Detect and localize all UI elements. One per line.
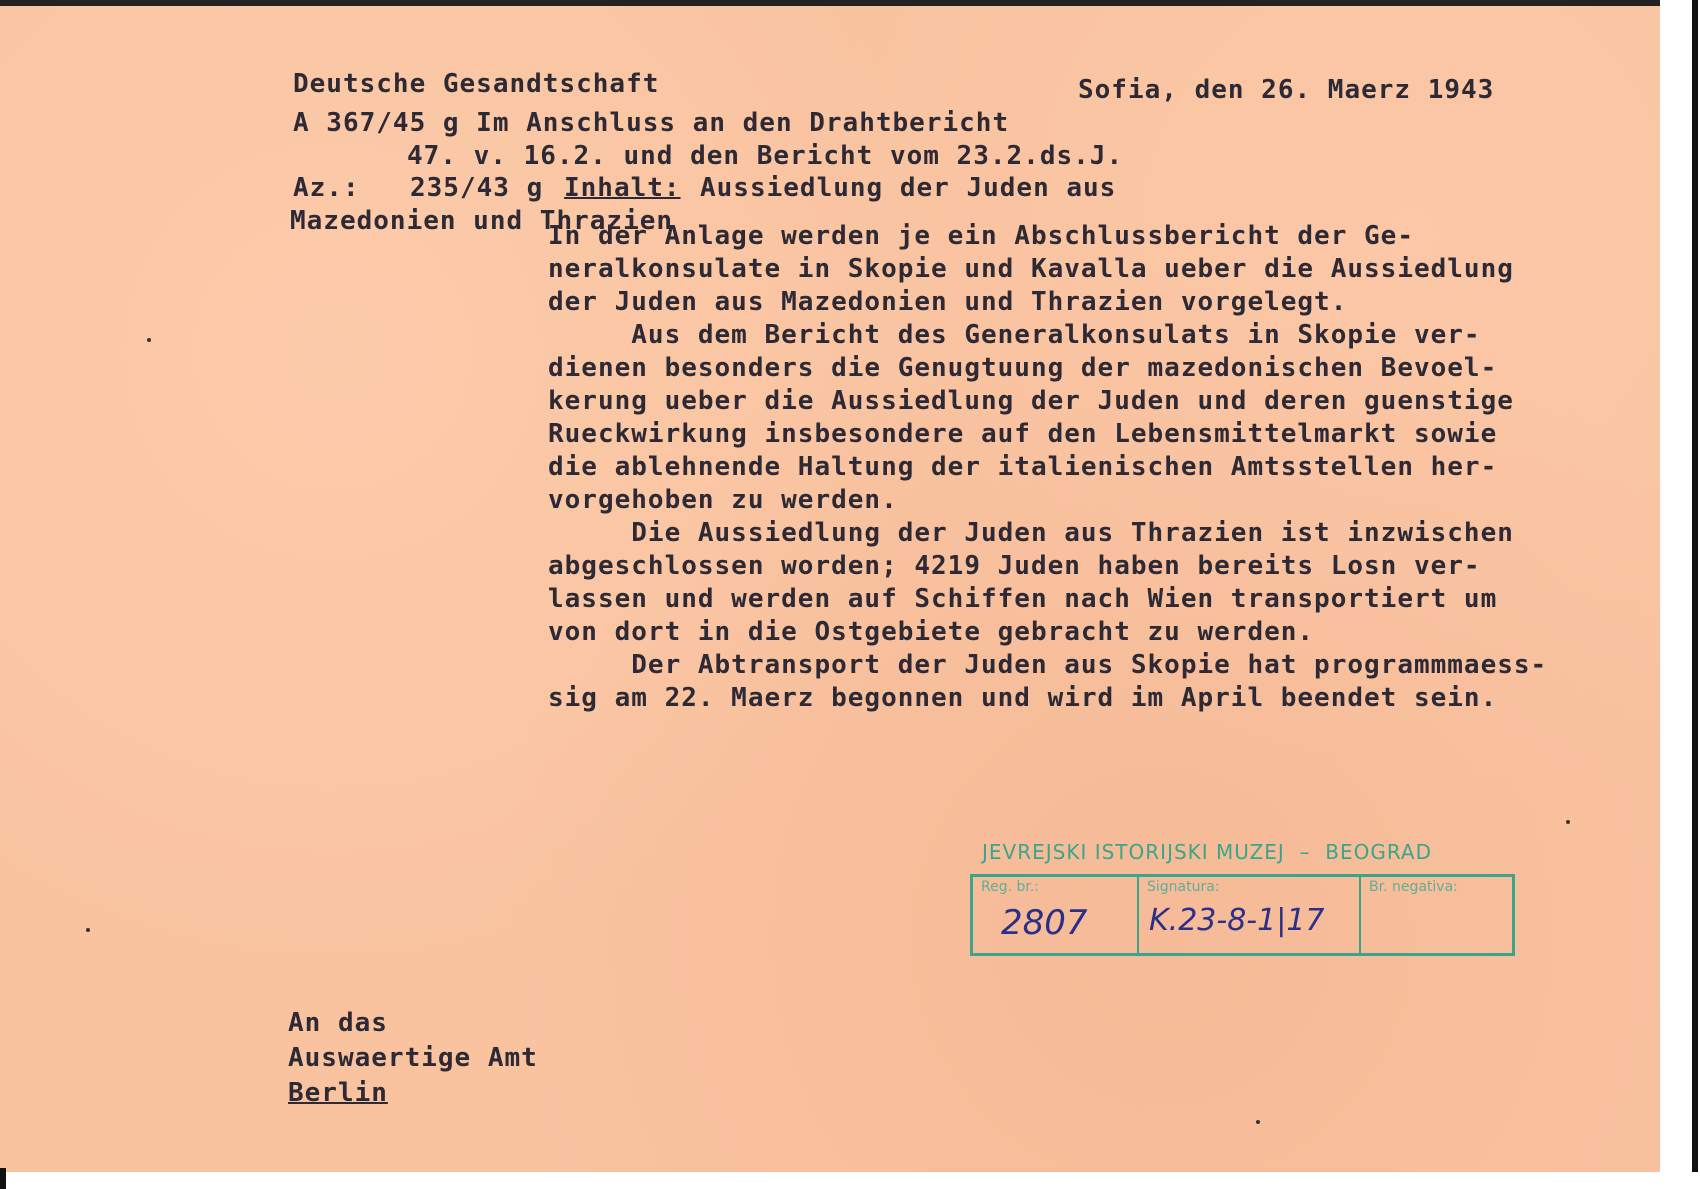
body-line: abgeschlossen worden; 4219 Juden haben bereits Losn ver- (548, 551, 1481, 581)
paper-speck (147, 338, 151, 342)
body-line: vorgehoben zu werden. (548, 485, 898, 515)
paper-speck (1566, 820, 1570, 824)
scan-bottom-margin (0, 1172, 1700, 1189)
body-line: die ablehnende Haltung der italienischen Amtsstellen her- (548, 452, 1498, 482)
stamp-signature-value: K.23-8-1|17 (1149, 903, 1325, 938)
reference-line-2: 47. v. 16.2. und den Bericht vom 23.2.ds.J. (407, 141, 1124, 171)
stamp-signature-label: Signatura: (1147, 879, 1220, 895)
inhalt-text: Aussiedlung der Juden aus (700, 173, 1117, 203)
body-line: kerung ueber die Aussiedlung der Juden und deren guenstige (548, 386, 1514, 416)
paper-speck (86, 928, 90, 932)
stamp-reg-label: Reg. br.: (981, 879, 1040, 895)
body-line: Die Aussiedlung der Juden aus Thrazien ist inzwischen (548, 518, 1514, 548)
stamp-cell-reg (973, 877, 1139, 953)
stamp-cell-signature (1139, 877, 1361, 953)
stamp-negative-label: Br. negativa: (1369, 879, 1458, 895)
scan-right-edge-line (1692, 0, 1698, 1189)
recipient-line-2: Auswaertige Amt (288, 1043, 538, 1073)
inhalt-label: Inhalt: (564, 173, 681, 203)
scan-corner-mark (0, 1168, 6, 1189)
body-line: neralkonsulate in Skopie und Kavalla ueber die Aussiedlung (548, 254, 1514, 284)
az-label: Az.: (293, 173, 360, 203)
body-line: sig am 22. Maerz begonnen und wird im April beendet sein. (548, 683, 1498, 713)
body-line: der Juden aus Mazedonien und Thrazien vorgelegt. (548, 287, 1348, 317)
sender-name: Deutsche Gesandtschaft (293, 69, 660, 99)
recipient-line-1: An das (288, 1008, 388, 1038)
recipient-city: Berlin (288, 1078, 388, 1108)
az-number: 235/43 g (410, 173, 544, 203)
body-line: lassen und werden auf Schiffen nach Wien transportiert um (548, 584, 1498, 614)
body-line: Aus dem Bericht des Generalkonsulats in Skopie ver- (548, 320, 1481, 350)
body-line: Rueckwirkung insbesondere auf den Lebensmittelmarkt sowie (548, 419, 1498, 449)
archive-stamp-title: JEVREJSKI ISTORIJSKI MUZEJ – BEOGRAD (982, 840, 1433, 864)
stamp-reg-value: 2807 (1001, 903, 1088, 943)
body-line: von dort in die Ostgebiete gebracht zu werden. (548, 617, 1315, 647)
reference-line-1: A 367/45 g Im Anschluss an den Drahtbericht (293, 108, 1010, 138)
body-line: In der Anlage werden je ein Abschlussbericht der Ge- (548, 221, 1414, 251)
paper-speck (1256, 1120, 1260, 1124)
scan-top-edge (0, 0, 1660, 6)
archive-stamp (970, 874, 1515, 956)
stamp-cell-negative (1361, 877, 1512, 953)
body-line: dienen besonders die Genugtuung der mazedonischen Bevoel- (548, 353, 1498, 383)
place-date: Sofia, den 26. Maerz 1943 (1078, 75, 1495, 105)
body-line: Der Abtransport der Juden aus Skopie hat programmmaess- (548, 650, 1548, 680)
inhalt-line-2: Mazedonien und Thrazien (290, 206, 674, 236)
